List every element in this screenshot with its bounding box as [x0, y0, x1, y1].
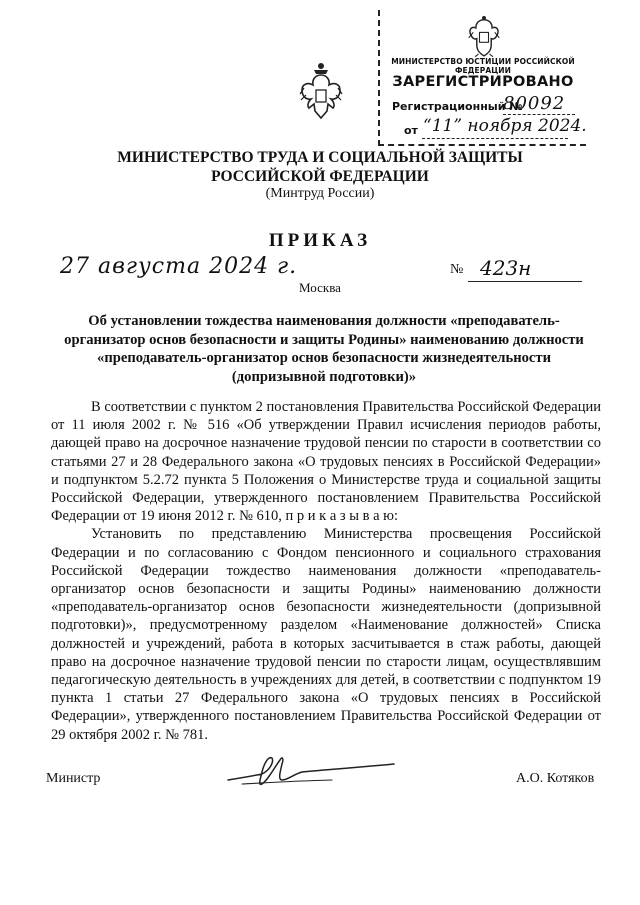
number-label: № [450, 262, 464, 277]
document-body [51, 398, 601, 744]
body-paragraph-2: Установить по представлению Министерства просвещения Российской Федерации и по согласованию с Фондом пенсионного и социального страхования Российской Федерации тождество наименования должности «преподаватель-организатор основ безопасности и защиты Родины» наименованию должности «преподаватель-организатор основ безопасности жизнедеятельности (допризывной подготовки)», предусмотренному разделом «Наименование должностей» Списка должностей и учреждений, работа в которых засчитывается в стаж работы, дающей право на досрочное назначение трудовой пенсии по старости лицам, осуществлявшим педагогическую деятельность в учреждениях для детей, в соответствии с подпунктом 19 пункта 1 статьи 27 Федерального закона «О трудовых пенсиях в Российской Федерации», утвержденного постановлением Правительства Российской Федерации от 29 октября 2002 г. № 781. [51, 526, 601, 743]
ministry-abbreviation: (Минтруд России) [265, 186, 375, 201]
document-title: Об установлении тождества наименования должности «преподаватель-организатор основ безопасности и защиты Родины» наименованию должности «преподаватель-организатор основ безопасности жизнедеятельности (допризывной подготовки)» [64, 313, 584, 385]
stamp-regnum-underline [503, 114, 575, 115]
stamp-emblem-icon [466, 14, 502, 58]
ministry-name [0, 148, 640, 186]
order-number: 423н [480, 256, 532, 280]
stamp-date-label: от [404, 124, 418, 137]
handwritten-date: 27 августа 2024 г. [60, 254, 298, 279]
stamp-date-underline [422, 138, 568, 139]
handwritten-signature [222, 750, 398, 792]
signatory-role: Министр [46, 771, 101, 786]
body-paragraph-1: В соответствии с пунктом 2 постановления Правительства Российской Федерации от 11 июля 2002 г. № 516 «Об утверждении Правил исчисления периодов работы, дающей право на досрочное назначение трудовой пенсии по старости в соответствии со статьями 27 и 28 Федерального закона «О трудовых пенсиях в Российской Федерации» и подпунктом 5.2.72 пункта 5 Положения о Министерстве труда и социальной защиты Российской Федерации, утвержденного постановлением Правительства Российской Федерации от 19 июня 2012 г. № 610, п р и к а з ы в а ю: [51, 399, 601, 525]
stamp-registered-label: ЗАРЕГИСТРИРОВАНО [392, 74, 574, 90]
stamp-date-value: “11” ноября 2024. [423, 116, 587, 136]
stamp-regnum-value: 80092 [503, 93, 566, 114]
stamp-regnum-label: Регистрационный № [392, 100, 523, 113]
document-type: ПРИКАЗ [268, 230, 372, 251]
ministry-name-line1: МИНИСТЕРСТВО ТРУДА И СОЦИАЛЬНОЙ ЗАЩИТЫ [117, 149, 523, 166]
city: Москва [299, 280, 341, 295]
signatory-name: А.О. Котяков [516, 771, 595, 786]
stamp-ministry-label: МИНИСТЕРСТВО ЮСТИЦИИ РОССИЙСКОЙ ФЕДЕРАЦИИ [391, 57, 575, 75]
ministry-name-line2: РОССИЙСКОЙ ФЕДЕРАЦИИ [211, 168, 429, 185]
coat-of-arms-icon [298, 62, 344, 122]
number-underline [468, 281, 582, 282]
